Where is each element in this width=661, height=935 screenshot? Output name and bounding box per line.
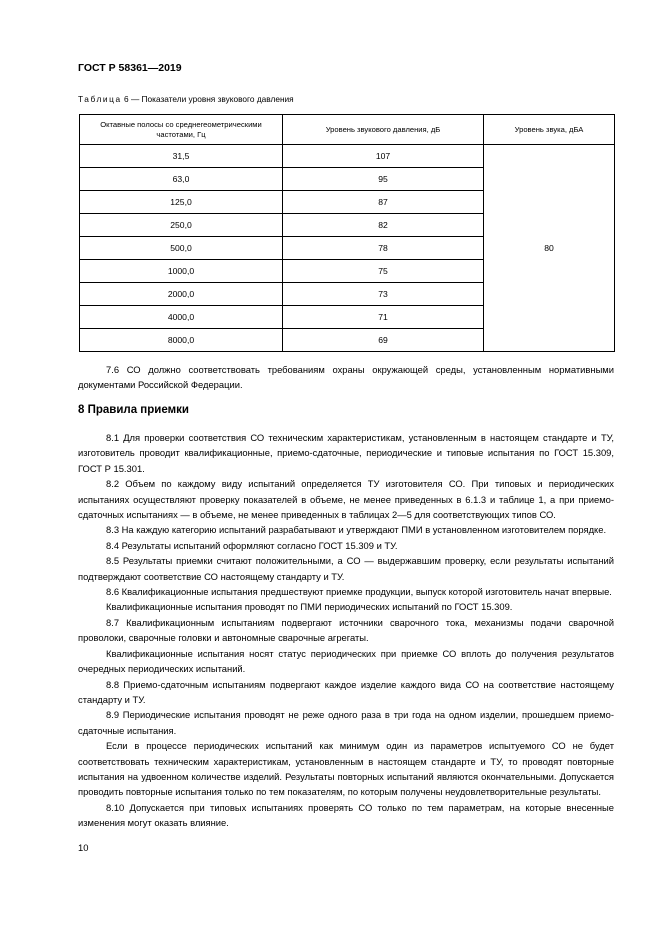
sound-pressure-table bbox=[79, 114, 615, 352]
paragraph-8-9-note: Если в процессе периодических испытаний как минимум один из параметров испытуемого СО не будет соответствовать техническим характеристикам, установленным в настоящем стандарте и ТУ, то проводят повторные испытания на удвоенном количестве изделий. Результаты повторных испытаний являются окончательными. Допускается проводить повторные испытания только по тем показателям, по которым получены неудовлетворительные результаты. bbox=[78, 740, 614, 798]
section-8-title: 8 Правила приемки bbox=[78, 404, 189, 416]
pressure-cell: 75 bbox=[283, 260, 484, 283]
frequency-cell: 500,0 bbox=[80, 237, 283, 260]
frequency-cell: 31,5 bbox=[80, 145, 283, 168]
table-caption bbox=[78, 94, 294, 104]
paragraph-8-6: 8.6 Квалификационные испытания предшествуют приемке продукции, выпуск которой изготовитель начат впервые. bbox=[106, 586, 612, 598]
table-caption-title: 6 — Показатели уровня звукового давления bbox=[121, 94, 294, 104]
paragraph-8-9: 8.9 Периодические испытания проводят не реже одного раза в три года на одном изделии, прошедшем приемо-сдаточные испытания. bbox=[78, 709, 614, 736]
table-caption-prefix: Таблица bbox=[78, 94, 122, 104]
pressure-cell: 71 bbox=[283, 306, 484, 329]
frequency-cell: 2000,0 bbox=[80, 283, 283, 306]
frequency-cell: 125,0 bbox=[80, 191, 283, 214]
paragraph-8-1: 8.1 Для проверки соответствия СО техническим характеристикам, установленным в настоящем стандарте и ТУ, изготовитель проводит квалификационные, приемо-сдаточные, периодические и типовые испытания по ГОСТ 15.309, ГОСТ Р 15.301. bbox=[78, 432, 614, 474]
pressure-cell: 73 bbox=[283, 283, 484, 306]
table-row bbox=[80, 145, 615, 168]
pressure-cell: 95 bbox=[283, 168, 484, 191]
page-number: 10 bbox=[78, 842, 89, 853]
table-header-row bbox=[80, 115, 615, 145]
paragraph-8-3: 8.3 На каждую категорию испытаний разрабатывают и утверждают ПМИ в установленном изготовителем порядке. bbox=[106, 524, 607, 536]
pressure-cell: 69 bbox=[283, 329, 484, 352]
frequency-cell: 63,0 bbox=[80, 168, 283, 191]
paragraph-8-4: 8.4 Результаты испытаний оформляют согласно ГОСТ 15.309 и ТУ. bbox=[106, 539, 398, 551]
pressure-cell: 107 bbox=[283, 145, 484, 168]
paragraph-7-6-block bbox=[78, 362, 614, 393]
paragraph-7-6: 7.6 СО должно соответствовать требованиям охраны окружающей среды, установленным нормативными документами Российской Федерации. bbox=[78, 364, 614, 391]
frequency-cell: 8000,0 bbox=[80, 329, 283, 352]
paragraph-8-2: 8.2 Объем по каждому виду испытаний определяется ТУ изготовителя СО. При типовых и периодических испытаниях осуществляют проверку показателей в объеме, не менее приведенных в 6.1.3 и таблице 1, а при приемо-сдаточных испытаниях — в объеме, не менее приведенных в таблицах 2—5 для соответствующих типов СО. bbox=[78, 478, 614, 521]
header-sound-pressure: Уровень звукового давления, дБ bbox=[283, 115, 484, 145]
sound-level-cell: 80 bbox=[484, 145, 615, 352]
section-8-body bbox=[78, 430, 614, 831]
paragraph-8-7-note: Квалификационные испытания носят статус периодических при приемке СО вплоть до получения результатов очередных периодических испытаний. bbox=[78, 647, 614, 675]
pressure-cell: 87 bbox=[283, 191, 484, 214]
frequency-cell: 1000,0 bbox=[80, 260, 283, 283]
header-sound-level: Уровень звука, дБА bbox=[484, 115, 615, 145]
frequency-cell: 4000,0 bbox=[80, 306, 283, 329]
frequency-cell: 250,0 bbox=[80, 214, 283, 237]
pressure-cell: 82 bbox=[283, 214, 484, 237]
paragraph-8-7: 8.7 Квалификационным испытаниям подвергают источники сварочного тока, механизмы подачи сварочной проволоки, сварочные головки и автономные сварочные агрегаты. bbox=[78, 616, 614, 644]
paragraph-8-6-note: Квалификационные испытания проводят по ПМИ периодических испытаний по ГОСТ 15.309. bbox=[106, 601, 513, 613]
header-octave-bands: Октавные полосы со среднегеометрическими частотами, Гц bbox=[80, 115, 283, 145]
document-header: ГОСТ Р 58361—2019 bbox=[78, 62, 182, 74]
paragraph-8-8: 8.8 Приемо-сдаточным испытаниям подвергают каждое изделие каждого вида СО на соответствие настоящему стандарту и ТУ. bbox=[78, 678, 614, 705]
pressure-cell: 78 bbox=[283, 237, 484, 260]
paragraph-8-10: 8.10 Допускается при типовых испытаниях проверять СО только по тем параметрам, на которые внесенные изменения могут оказать влияние. bbox=[78, 801, 614, 829]
paragraph-8-5: 8.5 Результаты приемки считают положительными, а СО — выдержавшим проверку, если результаты испытаний подтверждают соответствие СО настоящему стандарту и ТУ. bbox=[78, 555, 614, 582]
